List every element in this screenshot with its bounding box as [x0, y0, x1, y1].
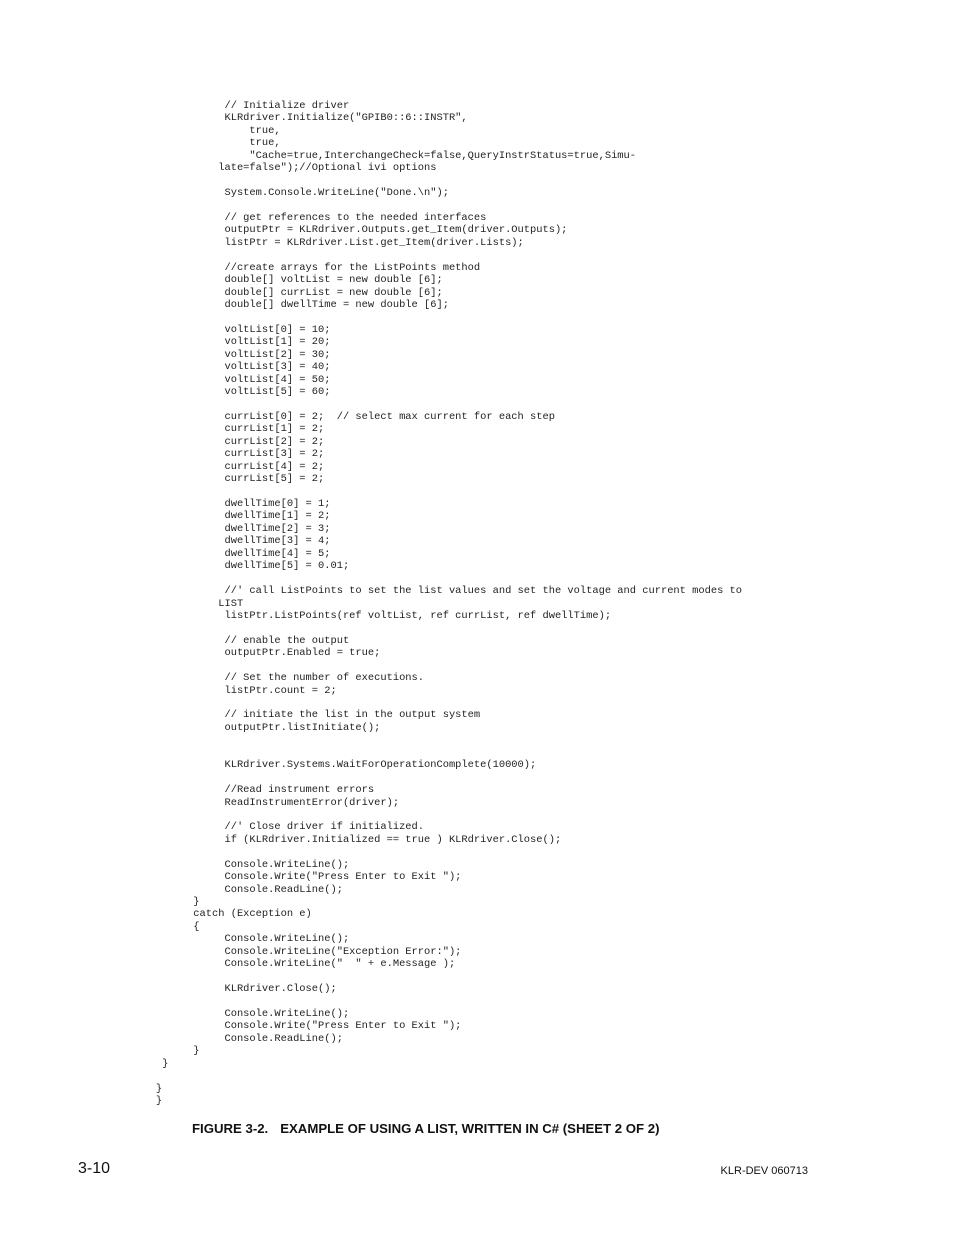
code-line: listPtr.count = 2;	[0, 684, 337, 697]
code-line	[0, 200, 742, 212]
code-line: Console.WriteLine(" " + e.Message );	[0, 958, 456, 971]
page-number: 3-10	[78, 1160, 111, 1177]
code-line: System.Console.WriteLine("Done.\n");	[0, 187, 449, 200]
code-line: voltList[2] = 30;	[0, 348, 331, 361]
code-line	[0, 747, 742, 759]
code-line	[0, 573, 742, 585]
figure-title: EXAMPLE OF USING A LIST, WRITTEN IN C# (SHEET 2 OF 2)	[280, 1121, 660, 1136]
code-line: dwellTime[4] = 5;	[0, 547, 331, 560]
code-line: Console.WriteLine();	[0, 933, 350, 946]
figure-label: FIGURE 3-2.	[192, 1121, 269, 1136]
code-line: "Cache=true,InterchangeCheck=false,QueryInstrStatus=true,Simu-	[0, 149, 637, 162]
code-line: Console.ReadLine();	[0, 883, 343, 896]
code-line: voltList[0] = 10;	[0, 323, 331, 336]
code-line	[0, 622, 742, 634]
code-line: listPtr.ListPoints(ref voltList, ref currList, ref dwellTime);	[0, 609, 612, 622]
code-line: true,	[0, 124, 281, 137]
code-line: Console.ReadLine();	[0, 1032, 343, 1045]
code-line: }	[0, 1045, 200, 1058]
code-line: outputPtr.Enabled = true;	[0, 647, 381, 660]
code-line	[0, 846, 742, 858]
code-line: dwellTime[2] = 3;	[0, 522, 331, 535]
code-line	[0, 1070, 742, 1082]
code-line	[0, 399, 742, 411]
code-line: dwellTime[1] = 2;	[0, 510, 331, 523]
code-line: voltList[1] = 20;	[0, 336, 331, 349]
code-line	[0, 809, 742, 821]
code-line: Console.WriteLine();	[0, 1007, 350, 1020]
code-line: // get references to the needed interfaces	[0, 211, 487, 224]
code-line: if (KLRdriver.Initialized == true ) KLRdriver.Close();	[0, 833, 562, 846]
code-line: true,	[0, 137, 281, 150]
code-line: //' call ListPoints to set the list values and set the voltage and current modes to	[0, 585, 743, 598]
code-line: ReadInstrumentError(driver);	[0, 796, 400, 809]
code-line: currList[3] = 2;	[0, 448, 325, 461]
code-line: Console.WriteLine();	[0, 858, 350, 871]
code-line	[0, 660, 742, 672]
code-line: KLRdriver.Initialize("GPIB0::6::INSTR",	[0, 112, 468, 125]
code-line: voltList[3] = 40;	[0, 361, 331, 374]
code-line	[0, 486, 742, 498]
code-line: //create arrays for the ListPoints method	[0, 261, 481, 274]
code-line: currList[4] = 2;	[0, 460, 325, 473]
code-listing	[0, 100, 742, 1107]
code-line: currList[5] = 2;	[0, 473, 325, 486]
code-line	[0, 971, 742, 983]
code-line	[0, 996, 742, 1008]
code-line: currList[1] = 2;	[0, 423, 325, 436]
code-line: currList[2] = 2;	[0, 435, 325, 448]
code-line	[0, 311, 742, 323]
code-line	[0, 734, 742, 746]
code-line: late=false");//Optional ivi options	[0, 162, 437, 175]
code-line: //Read instrument errors	[0, 784, 375, 797]
code-line: dwellTime[0] = 1;	[0, 498, 331, 510]
code-line: // enable the output	[0, 634, 350, 647]
code-line	[0, 175, 742, 187]
code-line	[0, 697, 742, 709]
figure-caption	[192, 1121, 660, 1136]
code-line: }	[0, 1095, 163, 1107]
code-line: {	[0, 920, 200, 933]
code-line: outputPtr.listInitiate();	[0, 721, 381, 734]
code-line: Console.WriteLine("Exception Error:");	[0, 945, 462, 958]
code-line: Console.Write("Press Enter to Exit ");	[0, 1020, 462, 1033]
code-line: Console.Write("Press Enter to Exit ");	[0, 871, 462, 884]
code-line: // Initialize driver	[0, 100, 350, 112]
code-line: outputPtr = KLRdriver.Outputs.get_Item(driver.Outputs);	[0, 224, 568, 237]
code-line: double[] dwellTime = new double [6];	[0, 299, 449, 311]
code-line: catch (Exception e)	[0, 908, 312, 921]
code-line: KLRdriver.Systems.WaitForOperationComplete(10000);	[0, 759, 537, 772]
code-line: listPtr = KLRdriver.List.get_Item(driver.Lists);	[0, 236, 524, 249]
document-id: KLR-DEV 060713	[720, 1165, 808, 1177]
code-line: dwellTime[5] = 0.01;	[0, 560, 350, 573]
code-line: }	[0, 1057, 169, 1070]
code-line: LIST	[0, 597, 244, 610]
code-line	[0, 772, 742, 784]
code-line: // initiate the list in the output system	[0, 709, 481, 722]
code-line: KLRdriver.Close();	[0, 983, 337, 996]
code-line: }	[0, 896, 200, 908]
code-line: voltList[4] = 50;	[0, 373, 331, 386]
code-line: currList[0] = 2; // select max current for each step	[0, 410, 555, 423]
code-line: // Set the number of executions.	[0, 672, 425, 685]
code-line: dwellTime[3] = 4;	[0, 535, 331, 548]
code-line: double[] voltList = new double [6];	[0, 274, 443, 287]
code-line	[0, 249, 742, 261]
code-line: double[] currList = new double [6];	[0, 286, 443, 299]
code-line: //' Close driver if initialized.	[0, 821, 425, 834]
code-line: }	[0, 1082, 163, 1095]
code-line: voltList[5] = 60;	[0, 386, 331, 399]
